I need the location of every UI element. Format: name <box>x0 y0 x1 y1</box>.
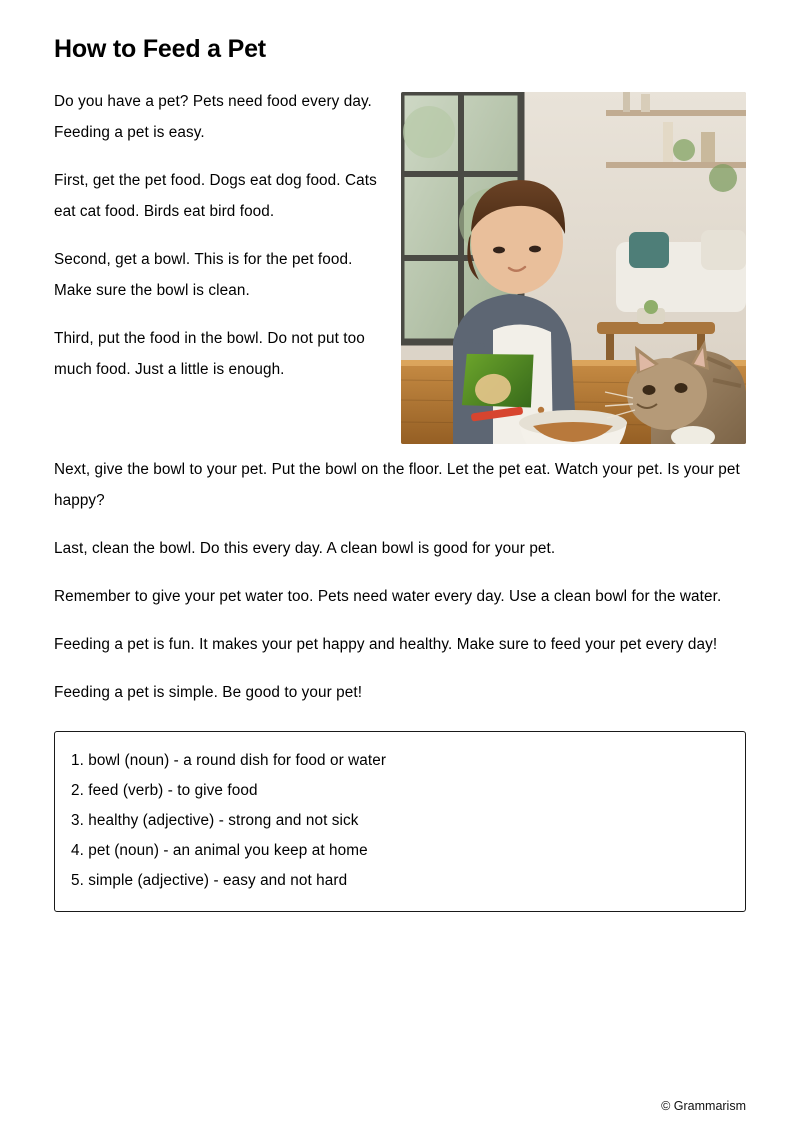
paragraph-5: Next, give the bowl to your pet. Put the bowl on the floor. Let the pet eat. Watch your pet. Is your pet happy? <box>54 461 740 509</box>
paragraph-2: First, get the pet food. Dogs eat dog food. Cats eat cat food. Birds eat bird food. <box>54 172 377 220</box>
list-item: 1. bowl (noun) - a round dish for food or water <box>71 752 387 769</box>
boy-feeding-cat-photo <box>401 92 746 444</box>
paragraph-3: Second, get a bowl. This is for the pet food. Make sure the bowl is clean. <box>54 251 353 299</box>
paragraph-1: Do you have a pet? Pets need food every day. Feeding a pet is easy. <box>54 93 372 141</box>
article-body <box>54 86 746 708</box>
list-item: 3. healthy (adjective) - strong and not sick <box>71 812 359 829</box>
list-item: 4. pet (noun) - an animal you keep at home <box>71 842 368 859</box>
paragraph-7: Remember to give your pet water too. Pets need water every day. Use a clean bowl for the water. <box>54 588 722 605</box>
paragraph-9: Feeding a pet is simple. Be good to your pet! <box>54 684 363 701</box>
copyright-footer: © Grammarism <box>661 1099 746 1113</box>
vocabulary-box <box>54 731 746 912</box>
paragraph-6: Last, clean the bowl. Do this every day. A clean bowl is good for your pet. <box>54 540 556 557</box>
illustration-graphic <box>401 92 746 444</box>
page-title: How to Feed a Pet <box>54 35 266 63</box>
list-item: 5. simple (adjective) - easy and not hard <box>71 872 348 889</box>
paragraph-4: Third, put the food in the bowl. Do not put too much food. Just a little is enough. <box>54 330 365 378</box>
list-item: 2. feed (verb) - to give food <box>71 782 258 799</box>
paragraph-8: Feeding a pet is fun. It makes your pet happy and healthy. Make sure to feed your pet every day! <box>54 636 718 653</box>
